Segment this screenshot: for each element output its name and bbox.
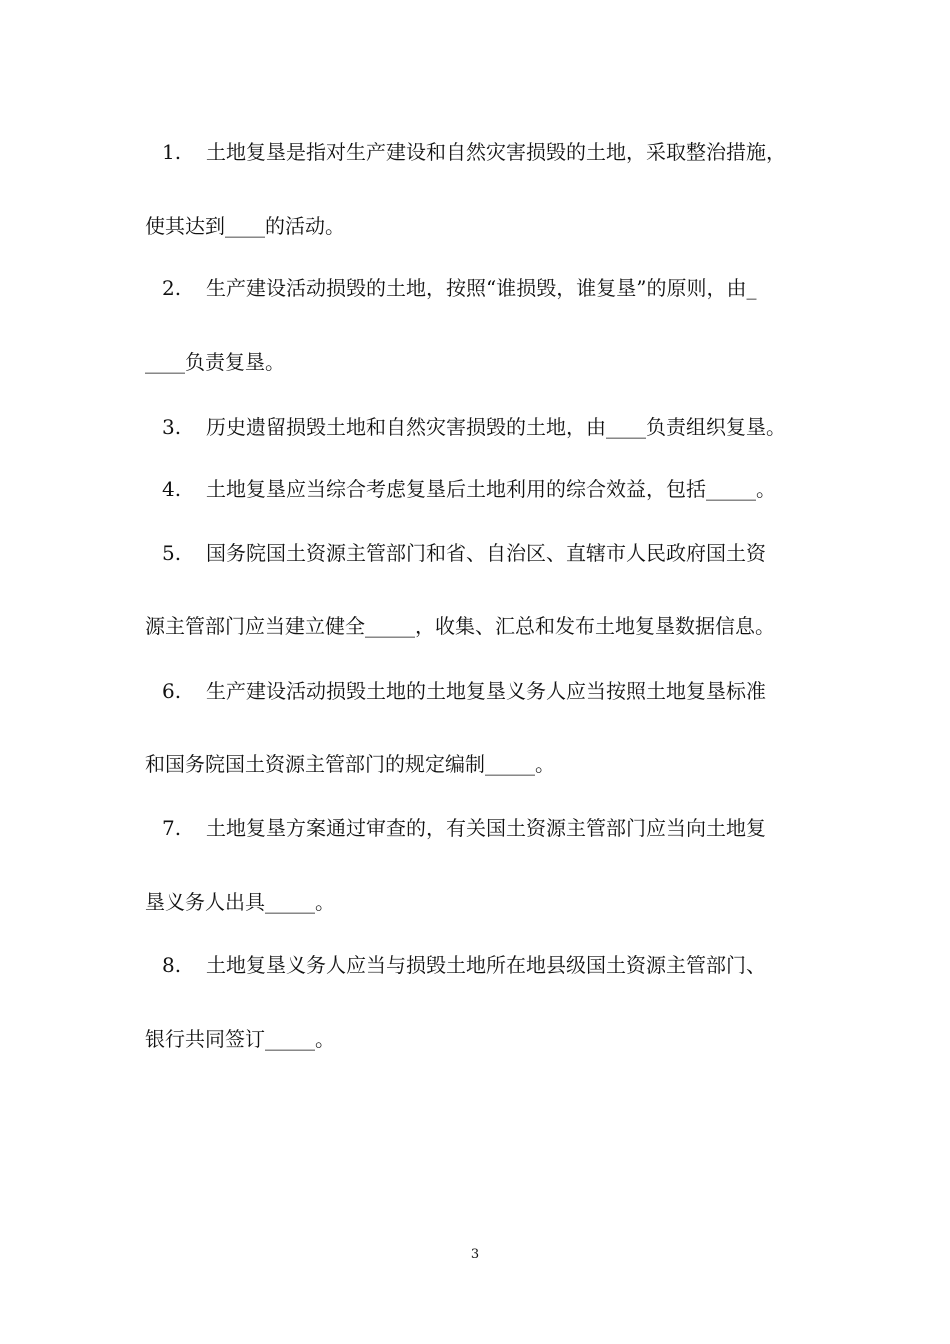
- question-6-line-2: [145, 751, 865, 777]
- question-2-line-1: [162, 275, 882, 301]
- question-6-number: 6.: [162, 679, 182, 703]
- question-2-number: 2.: [162, 276, 182, 300]
- question-1-number: 1.: [162, 140, 182, 164]
- page-number: 3: [470, 1247, 480, 1262]
- question-1-line-2: [145, 213, 865, 239]
- question-7-line-2: [145, 889, 865, 915]
- question-6-text-line-1: 生产建设活动损毁土地的土地复垦义务人应当按照土地复垦标准: [206, 679, 766, 703]
- question-5-number: 5.: [162, 541, 182, 565]
- question-3-text-line-1: 历史遗留损毁土地和自然灾害损毁的土地，由____负责组织复垦。: [206, 415, 786, 439]
- question-8-number: 8.: [162, 953, 182, 977]
- question-4-number: 4.: [162, 477, 182, 501]
- question-3-number: 3.: [162, 415, 182, 439]
- question-6-line-1: [162, 678, 882, 704]
- question-3-line-1: [162, 414, 882, 440]
- question-2-line-2: [145, 349, 865, 375]
- question-7-text-line-1: 土地复垦方案通过审查的，有关国土资源主管部门应当向土地复: [206, 816, 766, 840]
- question-1-text-line-1: 土地复垦是指对生产建设和自然灾害损毁的土地，采取整治措施，: [206, 140, 786, 164]
- question-5-line-2: [145, 613, 865, 639]
- question-7-number: 7.: [162, 816, 182, 840]
- question-6-text-line-2: 和国务院国土资源主管部门的规定编制_____。: [145, 752, 555, 776]
- question-8-text-line-1: 土地复垦义务人应当与损毁土地所在地县级国土资源主管部门、: [206, 953, 766, 977]
- question-2-text-line-2: ____负责复垦。: [145, 350, 285, 374]
- question-4-line-1: [162, 476, 882, 502]
- question-5-text-line-2: 源主管部门应当建立健全_____，收集、汇总和发布土地复垦数据信息。: [145, 614, 775, 638]
- question-4-text-line-1: 土地复垦应当综合考虑复垦后土地利用的综合效益，包括_____。: [206, 477, 776, 501]
- question-5-line-1: [162, 540, 882, 566]
- question-7-text-line-2: 垦义务人出具_____。: [145, 890, 335, 914]
- question-1-text-line-2: 使其达到____的活动。: [145, 214, 345, 238]
- question-7-line-1: [162, 815, 882, 841]
- question-2-text-line-1: 生产建设活动损毁的土地，按照“谁损毁，谁复垦”的原则，由_: [206, 276, 757, 300]
- question-8-line-2: [145, 1026, 865, 1052]
- question-5-text-line-1: 国务院国土资源主管部门和省、自治区、直辖市人民政府国土资: [206, 541, 766, 565]
- question-8-text-line-2: 银行共同签订_____。: [145, 1027, 335, 1051]
- question-8-line-1: [162, 952, 882, 978]
- question-1-line-1: [162, 139, 882, 165]
